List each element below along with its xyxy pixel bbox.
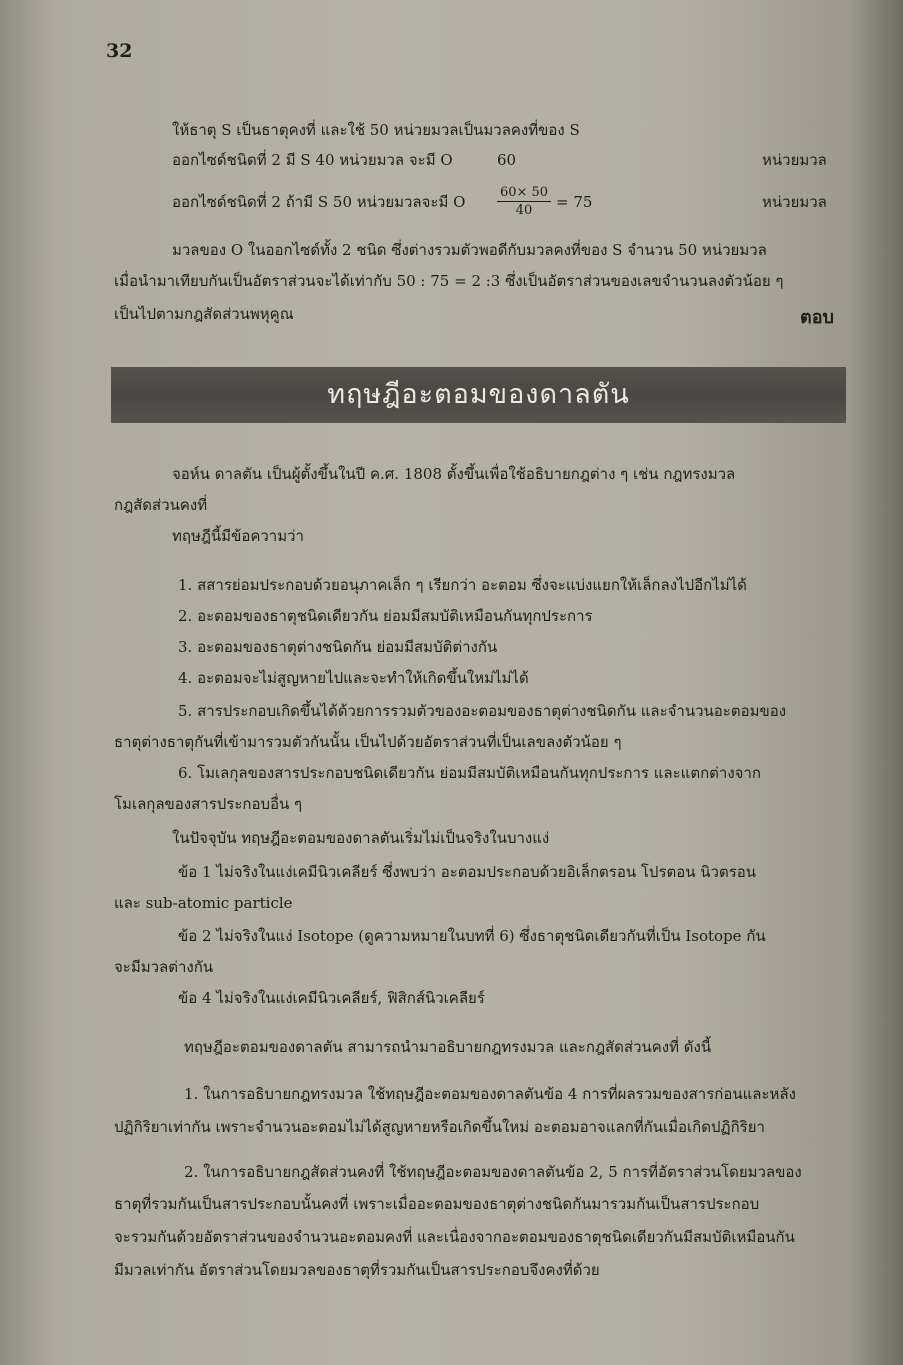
current-line-1: ในปัจจุบัน ทฤษฎีอะตอมของดาลตันเริ่มไม่เป็นจริงในบางแง่ [172,829,550,847]
theory-item-6-cont: โมเลกุลของสารประกอบอื่น ๆ [114,795,303,813]
application-intro: ทฤษฎีอะตอมของดาลตัน สามารถนำมาอธิบายกฎทรงมวล และกฎสัดส่วนคงที่ ดังนี้ [184,1038,712,1056]
conclusion-line-1: มวลของ O ในออกไซด์ทั้ง 2 ชนิด ซึ่งต่างรวมตัวพอดีกับมวลคงที่ของ S จำนวน 50 หน่วยมวล [172,241,767,259]
application-p1-line-2: ปฏิกิริยาเท่ากัน เพราะจำนวนอะตอมไม่ได้สูญหายหรือเกิดขึ้นใหม่ อะตอมอาจแลกที่กันเมื่อเกิดปฏิกิริยา [114,1118,765,1136]
application-p2-line-1: 2. ในการอธิบายกฎสัดส่วนคงที่ ใช้ทฤษฎีอะตอมของดาลตันข้อ 2, 5 การที่อัตราส่วนโดยมวลของ [184,1163,802,1181]
current-line-4: ข้อ 2 ไม่จริงในแง่ Isotope (ดูความหมายในบทที่ 6) ซึ่งธาตุชนิดเดียวกันที่เป็น Isotope กัน [178,927,766,945]
intro-line-1: จอห์น ดาลตัน เป็นผู้ตั้งขึ้นในปี ค.ศ. 1808 ตั้งขึ้นเพื่อใช้อธิบายกฎต่าง ๆ เช่น กฎทรงมวล [172,465,736,483]
calc-line-3-result: = 75 [556,193,593,211]
conclusion-line-2: เมื่อนำมาเทียบกันเป็นอัตราส่วนจะได้เท่ากับ 50 : 75 = 2 :3 ซึ่งเป็นอัตราส่วนของเลขจำนวนลงตัวน้อย ๆ [114,272,784,290]
fraction-numerator: 60× 50 [497,185,551,202]
application-p2-line-3: จะรวมกันด้วยอัตราส่วนของจำนวนอะตอมคงที่ และเนื่องจากอะตอมของธาตุชนิดเดียวกันมีสมบัติเหมือนกัน [114,1228,795,1246]
theory-item-1: 1. สสารย่อมประกอบด้วยอนุภาคเล็ก ๆ เรียกว่า อะตอม ซึ่งจะแบ่งแยกให้เล็กลงไปอีกไม่ได้ [178,576,747,594]
theory-item-4: 4. อะตอมจะไม่สูญหายไปและจะทำให้เกิดขึ้นใหม่ไม่ได้ [178,669,529,687]
page-number: 32 [106,40,133,62]
calc-line-3-unit: หน่วยมวล [762,193,827,211]
answer-label: ตอบ [800,307,834,328]
theory-item-5-cont: ธาตุต่างธาตุกันที่เข้ามารวมตัวกันนั้น เป็นไปด้วยอัตราส่วนที่เป็นเลขลงตัวน้อย ๆ [114,733,622,751]
theory-item-3: 3. อะตอมของธาตุต่างชนิดกัน ย่อมมีสมบัติต่างกัน [178,638,498,656]
calc-line-2: ออกไซด์ชนิดที่ 2 มี S 40 หน่วยมวล จะมี O [172,151,453,169]
intro-line-3: ทฤษฎีนี้มีข้อความว่า [172,527,304,545]
fraction-denominator: 40 [515,203,533,218]
current-line-2: ข้อ 1 ไม่จริงในแง่เคมีนิวเคลียร์ ซึ่งพบว่า อะตอมประกอบด้วยอิเล็กตรอน โปรตอน นิวตรอน [178,863,757,881]
current-line-3: และ sub-atomic particle [114,894,293,912]
current-line-5: จะมีมวลต่างกัน [114,958,214,976]
theory-item-6: 6. โมเลกุลของสารประกอบชนิดเดียวกัน ย่อมมีสมบัติเหมือนกันทุกประการ และแตกต่างจาก [178,764,761,782]
theory-item-5: 5. สารประกอบเกิดขึ้นได้ด้วยการรวมตัวของอะตอมของธาตุต่างชนิดกัน และจำนวนอะตอมของ [178,702,787,720]
application-p2-line-2: ธาตุที่รวมกันเป็นสารประกอบนั้นคงที่ เพราะเมื่ออะตอมของธาตุต่างชนิดกันมารวมกันเป็นสารประกอบ [114,1195,760,1213]
calc-line-1: ให้ธาตุ S เป็นธาตุคงที่ และใช้ 50 หน่วยมวลเป็นมวลคงที่ของ S [172,121,580,139]
calc-line-2-value: 60 [497,151,517,169]
application-p1-line-1: 1. ในการอธิบายกฎทรงมวล ใช้ทฤษฎีอะตอมของดาลตันข้อ 4 การที่ผลรวมของสารก่อนและหลัง [184,1085,796,1103]
theory-item-2: 2. อะตอมของธาตุชนิดเดียวกัน ย่อมมีสมบัติเหมือนกันทุกประการ [178,607,593,625]
fraction [497,185,551,218]
calc-line-2-unit: หน่วยมวล [762,151,827,169]
current-line-6: ข้อ 4 ไม่จริงในแง่เคมีนิวเคลียร์, ฟิสิกส์นิวเคลียร์ [178,989,485,1007]
application-p2-line-4: มีมวลเท่ากัน อัตราส่วนโดยมวลของธาตุที่รวมกันเป็นสารประกอบจึงคงที่ด้วย [114,1261,600,1279]
intro-line-2: กฎสัดส่วนคงที่ [114,496,208,514]
calc-line-3: ออกไซด์ชนิดที่ 2 ถ้ามี S 50 หน่วยมวลจะมี O [172,193,466,211]
conclusion-line-3: เป็นไปตามกฎสัดส่วนพหุคูณ [114,305,294,323]
section-title: ทฤษฎีอะตอมของดาลตัน [111,367,846,423]
